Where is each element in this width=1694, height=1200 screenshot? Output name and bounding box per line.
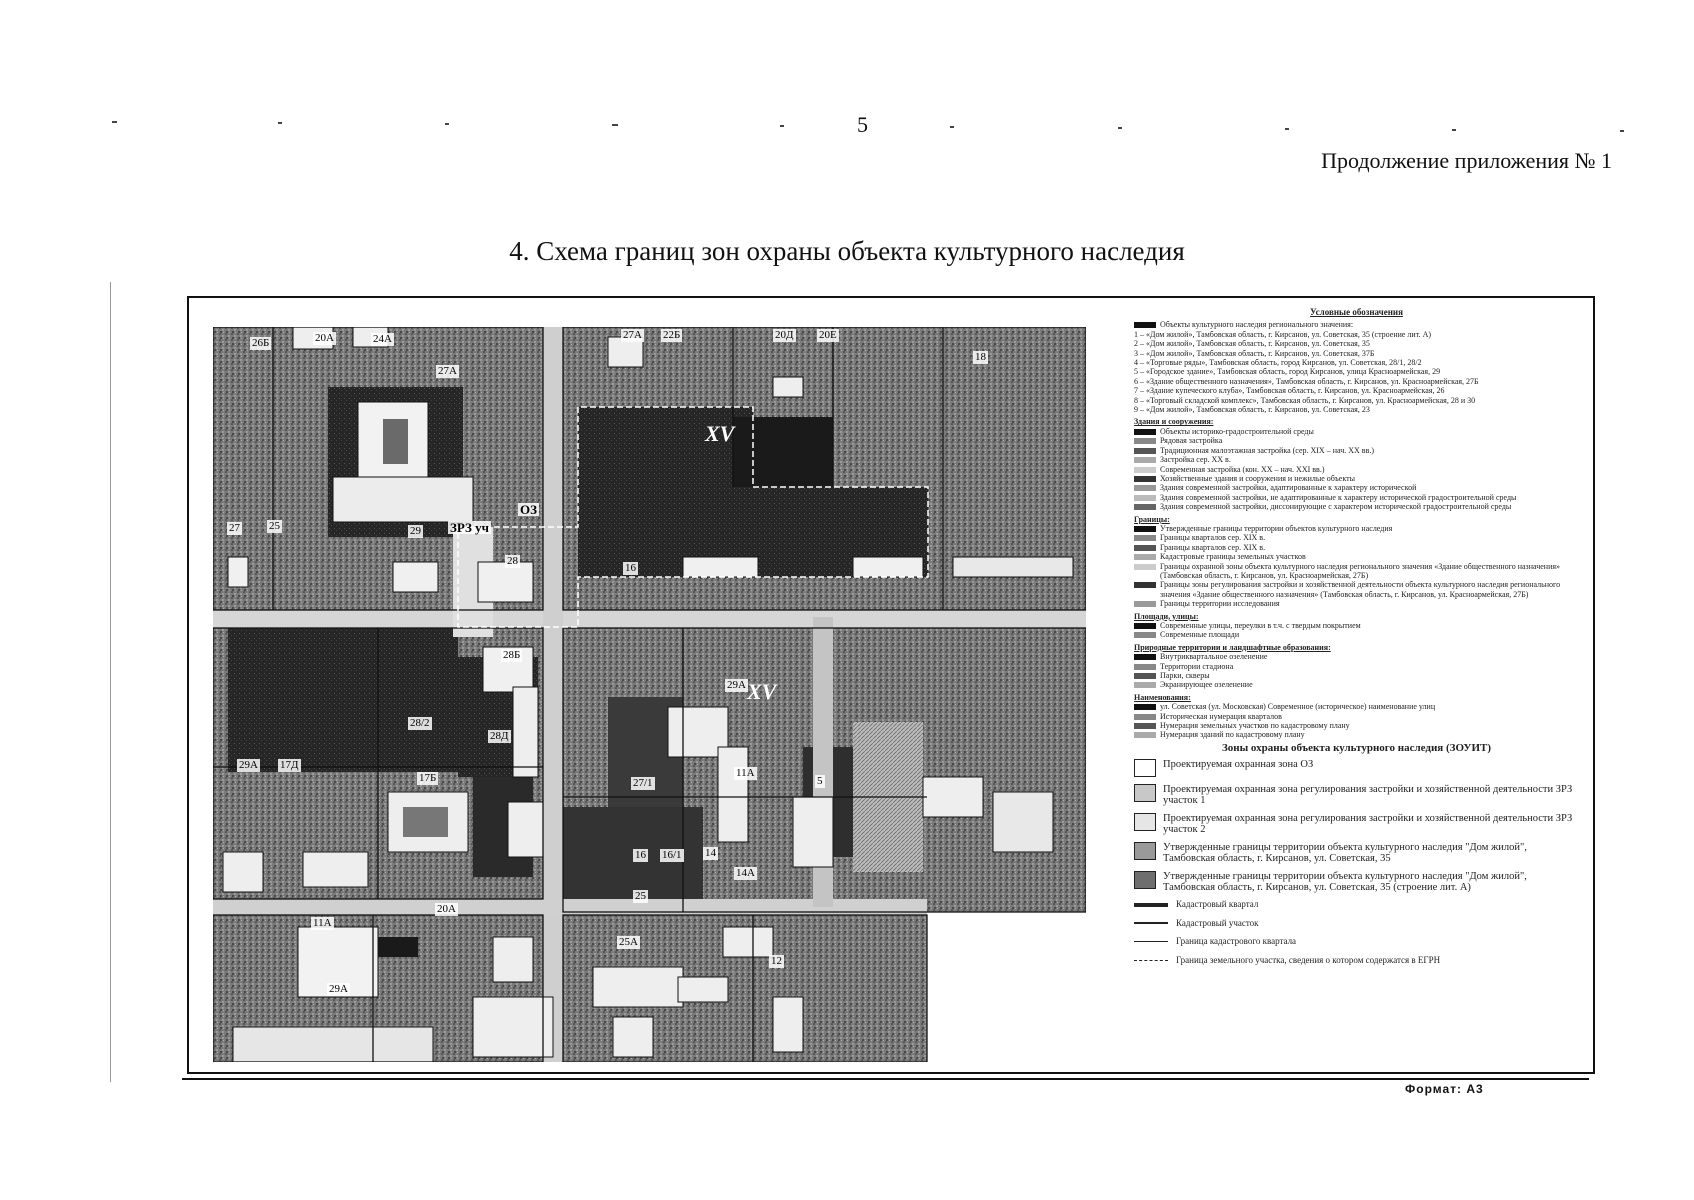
legend-zone-item: [1134, 759, 1579, 777]
legend-zone-text: Утвержденные границы территории объекта культурного наследия "Дом жилой", Тамбовская область, г. Кирсанов, ул. Советская, 35: [1163, 842, 1527, 865]
legend-nature-list: [1134, 652, 1579, 690]
map-label: 28Б: [503, 649, 521, 661]
legend-zone-item: [1134, 871, 1579, 893]
legend-swatch: [1134, 632, 1156, 638]
legend-item: [1134, 721, 1579, 730]
map-label: 20Е: [819, 329, 837, 341]
legend-zone-item: [1134, 784, 1579, 806]
map-label: 17Д: [280, 759, 299, 771]
legend-zone-swatch: [1134, 813, 1156, 831]
legend-swatch: [1134, 714, 1156, 720]
map-label: 27/1: [633, 777, 653, 789]
map-label: 28: [507, 555, 518, 567]
legend-line-text: Кадастровый квартал: [1176, 899, 1259, 910]
legend-item-text: 9 – «Дом жилой», Тамбовская область, г. Кирсанов, ул. Советская, 23: [1134, 405, 1370, 415]
legend-swatch: [1134, 723, 1156, 729]
map-label: 14: [705, 847, 716, 859]
map-label: 5: [817, 775, 823, 787]
legend-item-text: Нумерация земельных участков по кадастровому плану: [1160, 721, 1350, 731]
map-label: 26Б: [252, 337, 270, 349]
legend-item: [1134, 543, 1579, 552]
legend-item-text: Объекты историко-градостроительной среды: [1160, 426, 1314, 436]
legend-swatch: [1134, 467, 1156, 473]
legend-item-text: 1 – «Дом жилой», Тамбовская область, г. Кирсанов, ул. Советская, 35 (строение лит. А): [1134, 329, 1432, 339]
legend-item: [1134, 436, 1579, 445]
map-label: 28/2: [410, 717, 430, 729]
legend-item-text: 5 – «Городское здание», Тамбовская область, город Кирсанов, улица Красноармейская, 29: [1134, 367, 1441, 377]
legend-line-swatch: [1134, 922, 1168, 924]
legend-swatch: [1134, 526, 1156, 532]
legend-swatch: [1134, 673, 1156, 679]
legend-item: [1134, 599, 1579, 608]
legend-item-text: Современные улицы, переулки в т.ч. с твердым покрытием: [1160, 621, 1361, 630]
legend-line-text: Граница земельного участка, сведения о котором содержатся в ЕГРН: [1176, 954, 1441, 965]
legend-objects-header-row: [1134, 320, 1579, 329]
map-label: 11А: [313, 917, 332, 929]
legend-zone-swatch: [1134, 842, 1156, 860]
legend-swatch: [1134, 504, 1156, 510]
legend-zones-title: Зоны охраны объекта культурного наследия (ЗОУИТ): [1221, 741, 1492, 754]
legend-item: [1134, 349, 1579, 358]
legend-swatch: [1134, 554, 1156, 560]
map-label: 18: [975, 351, 986, 363]
legend-item: [1134, 396, 1579, 405]
legend-line-swatch: [1134, 960, 1168, 961]
legend-item-text: Историческая нумерация кварталов: [1160, 711, 1282, 721]
map-label: 14А: [736, 867, 755, 879]
legend-item-text: Традиционная малоэтажная застройка (сер. XIX – нач. XX вв.): [1160, 445, 1375, 455]
legend-item-text: Современная застройка (кон. XX – нач. XXI вв.): [1160, 464, 1325, 474]
legend-zone-swatch: [1134, 759, 1156, 777]
legend-zone-text: Утвержденные границы территории объекта культурного наследия "Дом жилой", Тамбовская область, г. Кирсанов, ул. Советская, 35 (строение лит. А): [1163, 871, 1527, 894]
legend-swatch: [1134, 732, 1156, 738]
legend-swatch: [1134, 545, 1156, 551]
scheme-title: 4. Схема границ зон охраны объекта культурного наследия: [509, 236, 1185, 266]
legend-item: [1134, 386, 1579, 395]
map-label: 24А: [373, 333, 392, 345]
legend-item-text: 2 – «Дом жилой», Тамбовская область, г. Кирсанов, ул. Советская, 35: [1134, 339, 1370, 349]
legend-item-text: 7 – «Здание купеческого клуба», Тамбовская область, г. Кирсанов, ул. Красноармейская, 26: [1134, 386, 1445, 396]
map-label: 29: [410, 525, 421, 537]
legend-item-text: Границы кварталов сер. XIX в.: [1160, 533, 1266, 543]
legend-item: [1134, 377, 1579, 386]
map-image: [213, 327, 1086, 1062]
legend-item: [1134, 652, 1579, 661]
legend-nature-header: Природные территории и ландшафтные образования:: [1134, 642, 1331, 652]
legend-squares-list: [1134, 621, 1579, 640]
legend-item: [1134, 524, 1579, 533]
legend-item-text: Кадастровые границы земельных участков: [1160, 552, 1306, 562]
page-number: 5: [857, 112, 868, 137]
legend-line-item: [1134, 937, 1579, 946]
map-label: 17Б: [419, 772, 437, 784]
legend-item: [1134, 502, 1579, 511]
legend-line-text: Граница кадастрового квартала: [1176, 936, 1297, 947]
scan-edge-line: [110, 282, 111, 1082]
legend-item: [1134, 446, 1579, 455]
map-label: 25А: [619, 936, 638, 948]
legend-title: Условные обозначения: [1310, 307, 1403, 317]
legend-swatch: [1134, 485, 1156, 491]
legend-item-text: Границы охранной зоны объекта культурного наследия регионального значения «Здание общественного назначения» (Тамбовская область, г. Кирсанов, ул. Красноармейская, 27Б): [1160, 561, 1561, 580]
legend-item: [1134, 455, 1579, 464]
legend-buildings-header: Здания и сооружения:: [1134, 417, 1214, 427]
legend-names-list: [1134, 702, 1579, 740]
legend-squares-header: Площади, улицы:: [1134, 611, 1199, 621]
legend-item: [1134, 427, 1579, 436]
legend-item-text: 4 – «Торговые ряды», Тамбовская область, город Кирсанов, ул. Советская, 28/1, 28/2: [1134, 358, 1422, 368]
legend-buildings-list: [1134, 427, 1579, 512]
map-label: 25: [269, 520, 280, 532]
legend-item-text: Застройка сер. XX в.: [1160, 455, 1231, 465]
legend-swatch: [1134, 582, 1156, 588]
map-label: 16: [625, 562, 636, 574]
legend-item-text: ул. Советская (ул. Московская) Современное (историческое) наименование улиц: [1160, 702, 1436, 712]
legend-swatch: [1134, 535, 1156, 541]
legend-zone-text: Проектируемая охранная зона регулирования застройки и хозяйственной деятельности ЗРЗ участок 2: [1163, 813, 1573, 836]
legend-item: [1134, 339, 1579, 348]
legend-swatch: [1134, 664, 1156, 670]
map-label: 28Д: [490, 730, 509, 742]
legend-item-text: Утвержденные границы территории объектов культурного наследия: [1160, 523, 1393, 533]
map-label: 20А: [437, 903, 456, 915]
legend-objects-header: Объекты культурного наследия регионального значения:: [1160, 320, 1354, 330]
appendix-note: Продолжение приложения № 1: [1321, 148, 1612, 173]
legend-item-text: 3 – «Дом жилой», Тамбовская область, г. Кирсанов, ул. Советская, 37Б: [1134, 348, 1375, 358]
legend-item-text: Границы зоны регулирования застройки и хозяйственной деятельности объекта культурного наследия регионального значения «Здание общественного назначения» (Тамбовская область, г. Кирсанов, ул. Красноармейская, 27Б): [1160, 580, 1561, 599]
legend-item-text: Здания современной застройки, диссонирующие с характером исторической градостроительной среды: [1160, 502, 1512, 512]
map-label: 27: [229, 522, 240, 534]
map-label: XV: [705, 421, 735, 446]
legend-item: [1134, 493, 1579, 502]
legend-item-text: 6 – «Здание общественного назначения», Тамбовская область, г. Кирсанов, ул. Красноармейская, 27Б: [1134, 376, 1479, 386]
legend-item: [1134, 552, 1579, 561]
legend-zones-list: [1134, 759, 1579, 893]
legend-item: [1134, 405, 1579, 414]
map-legend: [1134, 308, 1579, 974]
legend-swatch: [1134, 623, 1156, 629]
legend-swatch: [1134, 322, 1156, 328]
map-label: ОЗ: [520, 502, 537, 517]
legend-item: [1134, 367, 1579, 376]
legend-swatch: [1134, 429, 1156, 435]
legend-item: [1134, 533, 1579, 542]
legend-zone-swatch: [1134, 871, 1156, 889]
legend-swatch: [1134, 564, 1156, 570]
legend-item: [1134, 580, 1579, 599]
legend-swatch: [1134, 601, 1156, 607]
legend-item: [1134, 702, 1579, 711]
legend-item-text: Экранирующее озеленение: [1160, 680, 1253, 690]
legend-line-item: [1134, 956, 1579, 965]
legend-zone-item: [1134, 813, 1579, 835]
legend-borders-header: Границы:: [1134, 514, 1170, 524]
map-label: 11А: [736, 767, 755, 779]
map-label: 20А: [315, 332, 334, 344]
legend-item: [1134, 712, 1579, 721]
legend-item-text: Рядовая застройка: [1160, 436, 1223, 446]
map-label: 29А: [329, 983, 348, 995]
legend-swatch: [1134, 438, 1156, 444]
legend-item: [1134, 730, 1579, 739]
legend-item: [1134, 330, 1579, 339]
legend-line-item: [1134, 919, 1579, 928]
legend-item: [1134, 358, 1579, 367]
legend-line-swatch: [1134, 941, 1168, 942]
legend-objects-list: [1134, 330, 1579, 415]
legend-swatch: [1134, 476, 1156, 482]
map-label: 16/1: [662, 849, 682, 861]
legend-item: [1134, 465, 1579, 474]
map-label: 12: [771, 955, 782, 967]
legend-swatch: [1134, 654, 1156, 660]
format-label: Формат: А3: [1405, 1082, 1484, 1096]
legend-item-text: Границы территории исследования: [1160, 599, 1280, 609]
legend-swatch: [1134, 495, 1156, 501]
legend-borders-list: [1134, 524, 1579, 609]
legend-item-text: 8 – «Торговый складской комплекс», Тамбовская область, г. Кирсанов, ул. Красноармейская, 28 и 30: [1134, 395, 1476, 405]
legend-line-text: Кадастровый участок: [1176, 917, 1259, 928]
legend-swatch: [1134, 448, 1156, 454]
map-label: 25: [635, 890, 646, 902]
cadastral-map[interactable]: [213, 327, 1086, 1062]
legend-swatch: [1134, 704, 1156, 710]
legend-item: [1134, 483, 1579, 492]
map-label: 16: [635, 849, 646, 861]
legend-item: [1134, 671, 1579, 680]
map-label: XV: [747, 679, 777, 704]
legend-item-text: Нумерация зданий по кадастровому плану: [1160, 730, 1305, 740]
map-label: 29А: [727, 679, 746, 691]
legend-item: [1134, 662, 1579, 671]
legend-names-header: Наименования:: [1134, 692, 1191, 702]
legend-zone-swatch: [1134, 784, 1156, 802]
legend-zone-text: Проектируемая охранная зона ОЗ: [1163, 759, 1314, 771]
legend-item-text: Современные площади: [1160, 630, 1240, 640]
legend-swatch: [1134, 457, 1156, 463]
legend-lines-list: [1134, 900, 1579, 965]
legend-item: [1134, 630, 1579, 639]
legend-zone-text: Проектируемая охранная зона регулирования застройки и хозяйственной деятельности ЗРЗ участок 1: [1163, 784, 1573, 807]
legend-item: [1134, 621, 1579, 630]
legend-item-text: Внутриквартальное озеленение: [1160, 652, 1268, 662]
legend-item: [1134, 474, 1579, 483]
legend-swatch: [1134, 682, 1156, 688]
map-label: 29А: [239, 759, 258, 771]
legend-zone-item: [1134, 842, 1579, 864]
legend-item: [1134, 680, 1579, 689]
legend-item-text: Парки, скверы: [1160, 671, 1210, 681]
map-label: 22Б: [663, 329, 681, 341]
legend-item-text: Границы кварталов сер. XIX в.: [1160, 542, 1266, 552]
map-label: 27А: [623, 329, 642, 341]
legend-item-text: Хозяйственные здания и сооружения и нежилые объекты: [1160, 473, 1355, 483]
map-label: 27А: [438, 365, 457, 377]
legend-item-text: Здания современной застройки, адаптированные к характеру исторической: [1160, 483, 1417, 493]
legend-line-swatch: [1134, 903, 1168, 907]
legend-item-text: Территории стадиона: [1160, 661, 1234, 671]
legend-item-text: Здания современной застройки, не адаптированные к характеру исторической градостроительной среды: [1160, 492, 1517, 502]
map-label: 20Д: [775, 329, 794, 341]
map-label: ЗРЗ уч: [450, 520, 489, 535]
legend-item: [1134, 562, 1579, 581]
legend-line-item: [1134, 900, 1579, 909]
